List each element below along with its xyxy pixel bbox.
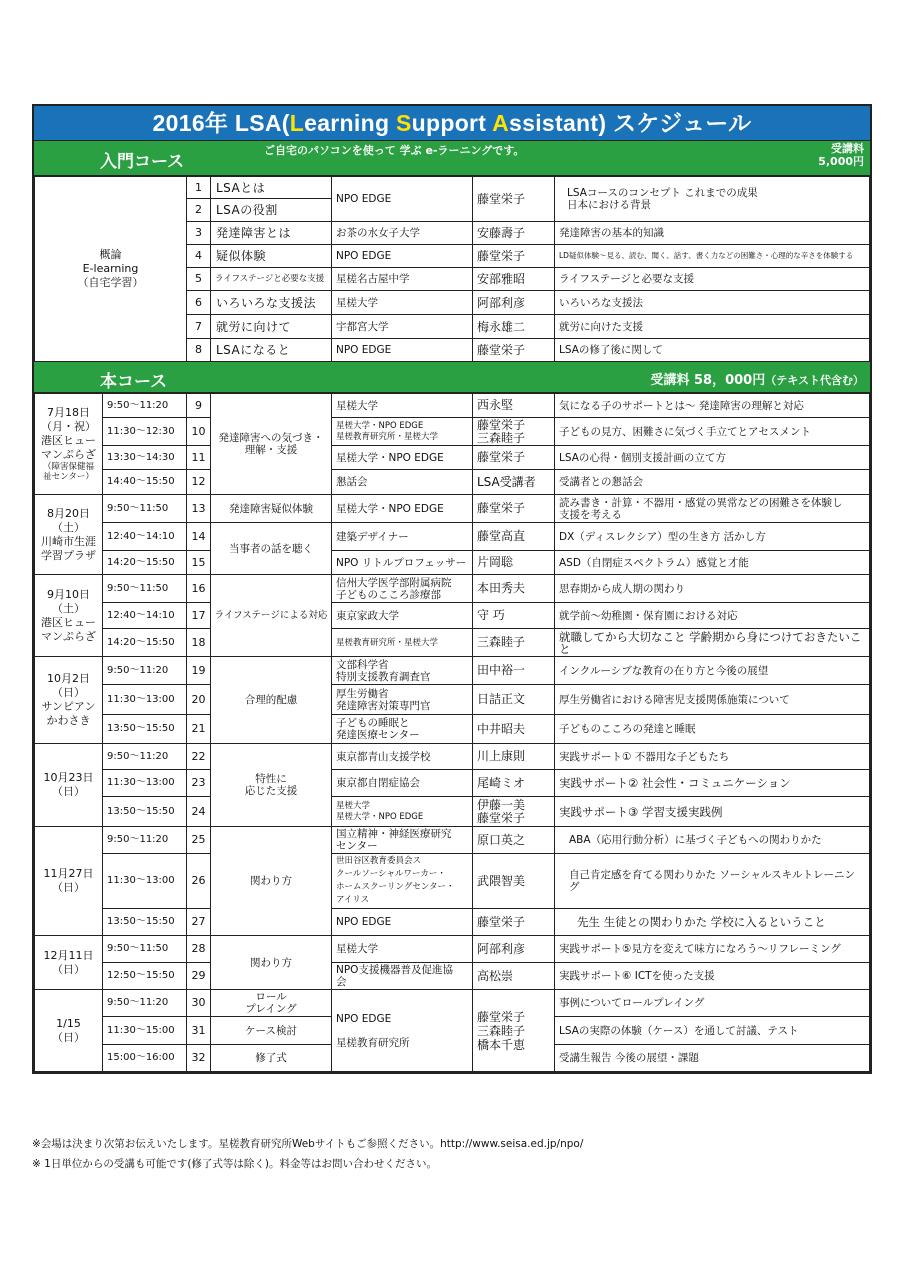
session-speaker: 藤堂栄子 三森睦子 橋本千恵 [473, 990, 555, 1072]
session-org: 星槎大学 [332, 291, 473, 315]
session-speaker: 梅永雄二 [473, 315, 555, 339]
session-content: 子どもの見方、困難さに気づく手立てとアセスメント [555, 418, 870, 446]
session-topic: 疑似体験 [211, 245, 332, 268]
session-number: 11 [187, 446, 211, 470]
session-content: 厚生労働省における障害児支援関係施策について [555, 685, 870, 715]
session-row [35, 685, 870, 715]
session-org: 星槎大学・NPO EDGE [332, 446, 473, 470]
session-org: 星槎大学 [332, 394, 473, 418]
session-row [35, 909, 870, 936]
session-row [35, 936, 870, 963]
session-org: 星槎大学 [332, 936, 473, 963]
session-org: NPO EDGE [332, 177, 473, 222]
session-time: 9:50～11:20 [103, 990, 187, 1017]
session-speaker: 安藤壽子 [473, 222, 555, 245]
day-venue: 港区ヒュー マンぷらざ [41, 615, 96, 643]
session-topic: 発達障害への気づき・ 理解・支援 [211, 394, 332, 495]
session-content: LSAの修了後に関して [555, 339, 870, 362]
session-content: DX（ディスレクシア）型の生き方 活かし方 [555, 523, 870, 551]
intro-course-fee: 受講料 5,000円 [818, 142, 864, 168]
session-speaker: 阿部利彦 [473, 936, 555, 963]
session-number: 18 [187, 629, 211, 657]
session-content: 読み書き・計算・不器用・感覚の異常などの困難さを体験し 支援を考える [555, 495, 870, 523]
day-venue: 川崎市生涯 学習プラザ [41, 534, 96, 562]
session-speaker: 尾崎ミオ [473, 770, 555, 797]
session-row [35, 963, 870, 990]
session-speaker: 藤堂栄子 [473, 495, 555, 523]
session-org: NPO EDGE [332, 245, 473, 268]
session-content: 実践サポート① 不器用な子どもたち [555, 744, 870, 770]
intro-course-title: 入門コース [100, 152, 185, 172]
session-time: 9:50～11:20 [103, 394, 187, 418]
session-speaker: 川上康則 [473, 744, 555, 770]
session-topic: LSAになると [211, 339, 332, 362]
intro-course-header [34, 141, 870, 176]
session-speaker: 三森睦子 [473, 629, 555, 657]
session-number: 31 [187, 1017, 211, 1045]
session-number: 2 [187, 199, 211, 222]
session-org: 東京都自閉症協会 [332, 770, 473, 797]
session-org: 東京家政大学 [332, 603, 473, 629]
session-time: 11:30～13:00 [103, 770, 187, 797]
session-time: 11:30～13:00 [103, 854, 187, 909]
session-topic: 就労に向けて [211, 315, 332, 339]
session-org: NPO リトルプロフェッサー [332, 551, 473, 575]
session-number: 24 [187, 797, 211, 827]
session-time: 13:50～15:50 [103, 715, 187, 744]
session-number: 32 [187, 1045, 211, 1072]
session-number: 10 [187, 418, 211, 446]
session-speaker: 田中裕一 [473, 657, 555, 685]
session-number: 17 [187, 603, 211, 629]
session-content: 実践サポート③ 学習支援実践例 [555, 797, 870, 827]
session-row [35, 495, 870, 523]
session-org: 星槎大学・NPO EDGE 星槎教育研究所・星槎大学 [332, 418, 473, 446]
session-number: 28 [187, 936, 211, 963]
session-org: 厚生労働省 発達障害対策専門官 [332, 685, 473, 715]
session-org: 世田谷区教育委員会ス クールソーシャルワーカー・ ホームスクーリングセンター・ アイリス [332, 854, 473, 909]
session-content: ライフステージと必要な支援 [555, 268, 870, 291]
session-content: いろいろな支援法 [555, 291, 870, 315]
session-number: 19 [187, 657, 211, 685]
session-content: LSAの実際の体験（ケース）を通して討議、テスト [555, 1017, 870, 1045]
session-number: 9 [187, 394, 211, 418]
session-speaker: 本田秀夫 [473, 575, 555, 603]
day-cell [35, 827, 103, 936]
session-time: 11:30～13:00 [103, 685, 187, 715]
footnotes [32, 1134, 583, 1174]
session-number: 14 [187, 523, 211, 551]
session-time: 12:50～15:50 [103, 963, 187, 990]
session-number: 26 [187, 854, 211, 909]
session-content: 実践サポート② 社会性・コミュニケーション [555, 770, 870, 797]
session-number: 22 [187, 744, 211, 770]
session-speaker: 日詰正文 [473, 685, 555, 715]
session-row [35, 827, 870, 854]
session-speaker: 藤堂栄子 [473, 177, 555, 222]
session-org: 信州大学医学部附属病院 子どものこころ診療部 [332, 575, 473, 603]
session-speaker: 藤堂栄子 三森睦子 [473, 418, 555, 446]
day-cell [35, 394, 103, 495]
day-date: 7月18日 （月・祝） [41, 406, 96, 433]
session-speaker: 守 巧 [473, 603, 555, 629]
session-row [35, 470, 870, 495]
session-content: ABA（応用行動分析）に基づく子どもへの関わりかた [555, 827, 870, 854]
session-number: 23 [187, 770, 211, 797]
session-content: 受講者との懇話会 [555, 470, 870, 495]
session-topic: LSAとは [211, 177, 332, 199]
session-org: 東京都青山支援学校 [332, 744, 473, 770]
session-time: 14:40～15:50 [103, 470, 187, 495]
session-row [35, 446, 870, 470]
session-number: 27 [187, 909, 211, 936]
session-content: 就学前～幼稚園・保育園における対応 [555, 603, 870, 629]
session-speaker: 藤堂栄子 [473, 446, 555, 470]
session-content: 発達障害の基本的知識 [555, 222, 870, 245]
session-time: 9:50～11:20 [103, 827, 187, 854]
session-org: 星槎名古屋中学 [332, 268, 473, 291]
session-number: 29 [187, 963, 211, 990]
day-date: 10月23日 （日） [43, 771, 94, 798]
session-row [35, 990, 870, 1017]
session-org: お茶の水女子大学 [332, 222, 473, 245]
day-cell [35, 990, 103, 1072]
session-topic: いろいろな支援法 [211, 291, 332, 315]
session-number: 30 [187, 990, 211, 1017]
session-time: 12:40～14:10 [103, 603, 187, 629]
session-time: 9:50～11:50 [103, 495, 187, 523]
session-time: 12:40～14:10 [103, 523, 187, 551]
day-date: 8月20日 （土） [47, 506, 90, 534]
session-row [35, 603, 870, 629]
session-speaker: 高松崇 [473, 963, 555, 990]
session-number: 1 [187, 177, 211, 199]
session-content: ASD（自閉症スペクトラム）感覚と才能 [555, 551, 870, 575]
session-topic: 修了式 [211, 1045, 332, 1072]
session-org: 文部科学省 特別支援教育調査官 [332, 657, 473, 685]
session-org: 国立精神・神経医療研究 センター [332, 827, 473, 854]
session-time: 9:50～11:20 [103, 657, 187, 685]
session-content: 気になる子のサポートとは～ 発達障害の理解と対応 [555, 394, 870, 418]
session-content: 事例についてロールプレイング [555, 990, 870, 1017]
session-topic: 発達障害とは [211, 222, 332, 245]
session-time: 9:50～11:50 [103, 575, 187, 603]
session-number: 6 [187, 291, 211, 315]
session-number: 7 [187, 315, 211, 339]
day-venue: サンピアン かわさき [41, 700, 96, 727]
session-org: NPO EDGE 星槎教育研究所 [332, 990, 473, 1072]
session-speaker: 伊藤一美 藤堂栄子 [473, 797, 555, 827]
session-row [35, 418, 870, 446]
session-org: 星槎大学 星槎大学・NPO EDGE [332, 797, 473, 827]
session-topic: 関わり方 [211, 827, 332, 936]
session-number: 8 [187, 339, 211, 362]
session-row [35, 770, 870, 797]
session-org: 星槎教育研究所・星槎大学 [332, 629, 473, 657]
session-org: 星槎大学・NPO EDGE [332, 495, 473, 523]
session-number: 15 [187, 551, 211, 575]
day-venue-note: （障害保健福 祉センター） [42, 462, 94, 482]
session-time: 9:50～11:20 [103, 744, 187, 770]
session-number: 25 [187, 827, 211, 854]
intro-course-table [34, 176, 870, 362]
session-time: 13:30～14:30 [103, 446, 187, 470]
session-time: 9:50～11:50 [103, 936, 187, 963]
session-row [35, 715, 870, 744]
session-org: 宇都宮大学 [332, 315, 473, 339]
footnote: ※会場は決まり次第お伝えいたします。星槎教育研究所Webサイトもご参照ください。http://www.seisa.ed.jp/npo/ [32, 1138, 584, 1150]
session-topic: 合理的配慮 [211, 657, 332, 744]
main-course-fee: 受講料 58，000円（テキスト代含む） [650, 373, 864, 388]
session-topic: 関わり方 [211, 936, 332, 990]
session-speaker: 中井昭夫 [473, 715, 555, 744]
session-number: 20 [187, 685, 211, 715]
schedule-sheet [32, 104, 872, 1074]
session-content: LSAコースのコンセプト これまでの成果 日本における背景 [555, 177, 870, 222]
session-topic: 当事者の話を聴く [211, 523, 332, 575]
session-row [35, 551, 870, 575]
session-number: 3 [187, 222, 211, 245]
session-content: LD疑似体験～見る、読む、聞く、話す、書く力などの困難さ・心理的な辛さを体験する [555, 245, 870, 268]
session-row [35, 629, 870, 657]
session-content: 自己肯定感を育てる関わりかた ソーシャルスキルトレーニング [555, 854, 870, 909]
session-speaker: 阿部利彦 [473, 291, 555, 315]
session-topic: 特性に 応じた支援 [211, 744, 332, 827]
session-content: 実践サポート⑥ ICTを使った支援 [555, 963, 870, 990]
session-content: 就労に向けた支援 [555, 315, 870, 339]
session-row [35, 394, 870, 418]
session-time: 11:30～15:00 [103, 1017, 187, 1045]
footnote: ※ 1日単位からの受講も可能です(修了式等は除く)。料金等はお問い合わせください。 [32, 1158, 438, 1170]
session-number: 5 [187, 268, 211, 291]
session-speaker: 藤堂栄子 [473, 245, 555, 268]
session-speaker: 西永堅 [473, 394, 555, 418]
session-org: NPO支援機器普及促進協 会 [332, 963, 473, 990]
session-org: NPO EDGE [332, 339, 473, 362]
session-topic: ロール プレイング [211, 990, 332, 1017]
session-time: 11:30～12:30 [103, 418, 187, 446]
session-number: 16 [187, 575, 211, 603]
session-content: 実践サポート⑤見方を変えて味方になろう～リフレーミング [555, 936, 870, 963]
session-speaker: 藤堂栄子 [473, 339, 555, 362]
session-row [35, 744, 870, 770]
session-time: 14:20～15:50 [103, 629, 187, 657]
session-number: 4 [187, 245, 211, 268]
session-number: 21 [187, 715, 211, 744]
session-topic: ライフステージによる対応 [211, 575, 332, 657]
session-time: 13:50～15:50 [103, 909, 187, 936]
session-speaker: 原口英之 [473, 827, 555, 854]
day-cell [35, 575, 103, 657]
session-row [35, 657, 870, 685]
intro-group-label: 概論 E-learning （自宅学習） [35, 177, 187, 362]
session-row [35, 854, 870, 909]
session-content: 就職してから大切なこと 学齢期から身につけておきたいこと [555, 629, 870, 657]
session-content: 子どものこころの発達と睡眠 [555, 715, 870, 744]
session-content: 思春期から成人期の関わり [555, 575, 870, 603]
day-date: 11月27日 （日） [43, 867, 94, 894]
day-date: 1/15 （日） [52, 1016, 85, 1044]
session-org: 子どもの睡眠と 発達医療センター [332, 715, 473, 744]
session-row [35, 523, 870, 551]
session-content: インクルーシブな教育の在り方と今後の展望 [555, 657, 870, 685]
session-row [35, 575, 870, 603]
session-speaker: 安部雅昭 [473, 268, 555, 291]
day-cell [35, 744, 103, 827]
page-title: 2016年 LSA(Learning Support Assistant) スケジュール [34, 106, 870, 141]
session-org: 懇話会 [332, 470, 473, 495]
session-content: 受講生報告 今後の展望・課題 [555, 1045, 870, 1072]
session-speaker: 武隈智美 [473, 854, 555, 909]
main-course-header [34, 362, 870, 393]
day-date: 12月11日 （日） [43, 948, 94, 976]
session-speaker: LSA受講者 [473, 470, 555, 495]
session-time: 15:00～16:00 [103, 1045, 187, 1072]
session-speaker: 藤堂栄子 [473, 909, 555, 936]
session-speaker: 藤堂高直 [473, 523, 555, 551]
session-content: LSAの心得・個別支援計画の立て方 [555, 446, 870, 470]
session-topic: LSAの役割 [211, 199, 332, 222]
intro-course-subtitle: ご自宅のパソコンを使って 学ぶ e-ラーニングです。 [264, 144, 525, 157]
main-course-table [34, 393, 870, 1072]
session-topic: ケース検討 [211, 1017, 332, 1045]
session-number: 13 [187, 495, 211, 523]
session-time: 13:50～15:50 [103, 797, 187, 827]
day-cell [35, 936, 103, 990]
session-topic: 発達障害疑似体験 [211, 495, 332, 523]
day-date: 9月10日 （土） [47, 587, 90, 615]
session-time: 14:20～15:50 [103, 551, 187, 575]
day-venue: 港区ヒュー マンぷらざ [41, 434, 96, 461]
main-course-title: 本コース [100, 372, 168, 392]
day-cell [35, 495, 103, 575]
day-cell [35, 657, 103, 744]
session-org: 建築デザイナー [332, 523, 473, 551]
session-org: NPO EDGE [332, 909, 473, 936]
session-number: 12 [187, 470, 211, 495]
session-row [35, 797, 870, 827]
session-topic: ライフステージと必要な支援 [211, 268, 332, 291]
session-content: 先生 生徒との関わりかた 学校に入るということ [555, 909, 870, 936]
day-date: 10月2日 （日） [47, 672, 90, 699]
session-speaker: 片岡聡 [473, 551, 555, 575]
